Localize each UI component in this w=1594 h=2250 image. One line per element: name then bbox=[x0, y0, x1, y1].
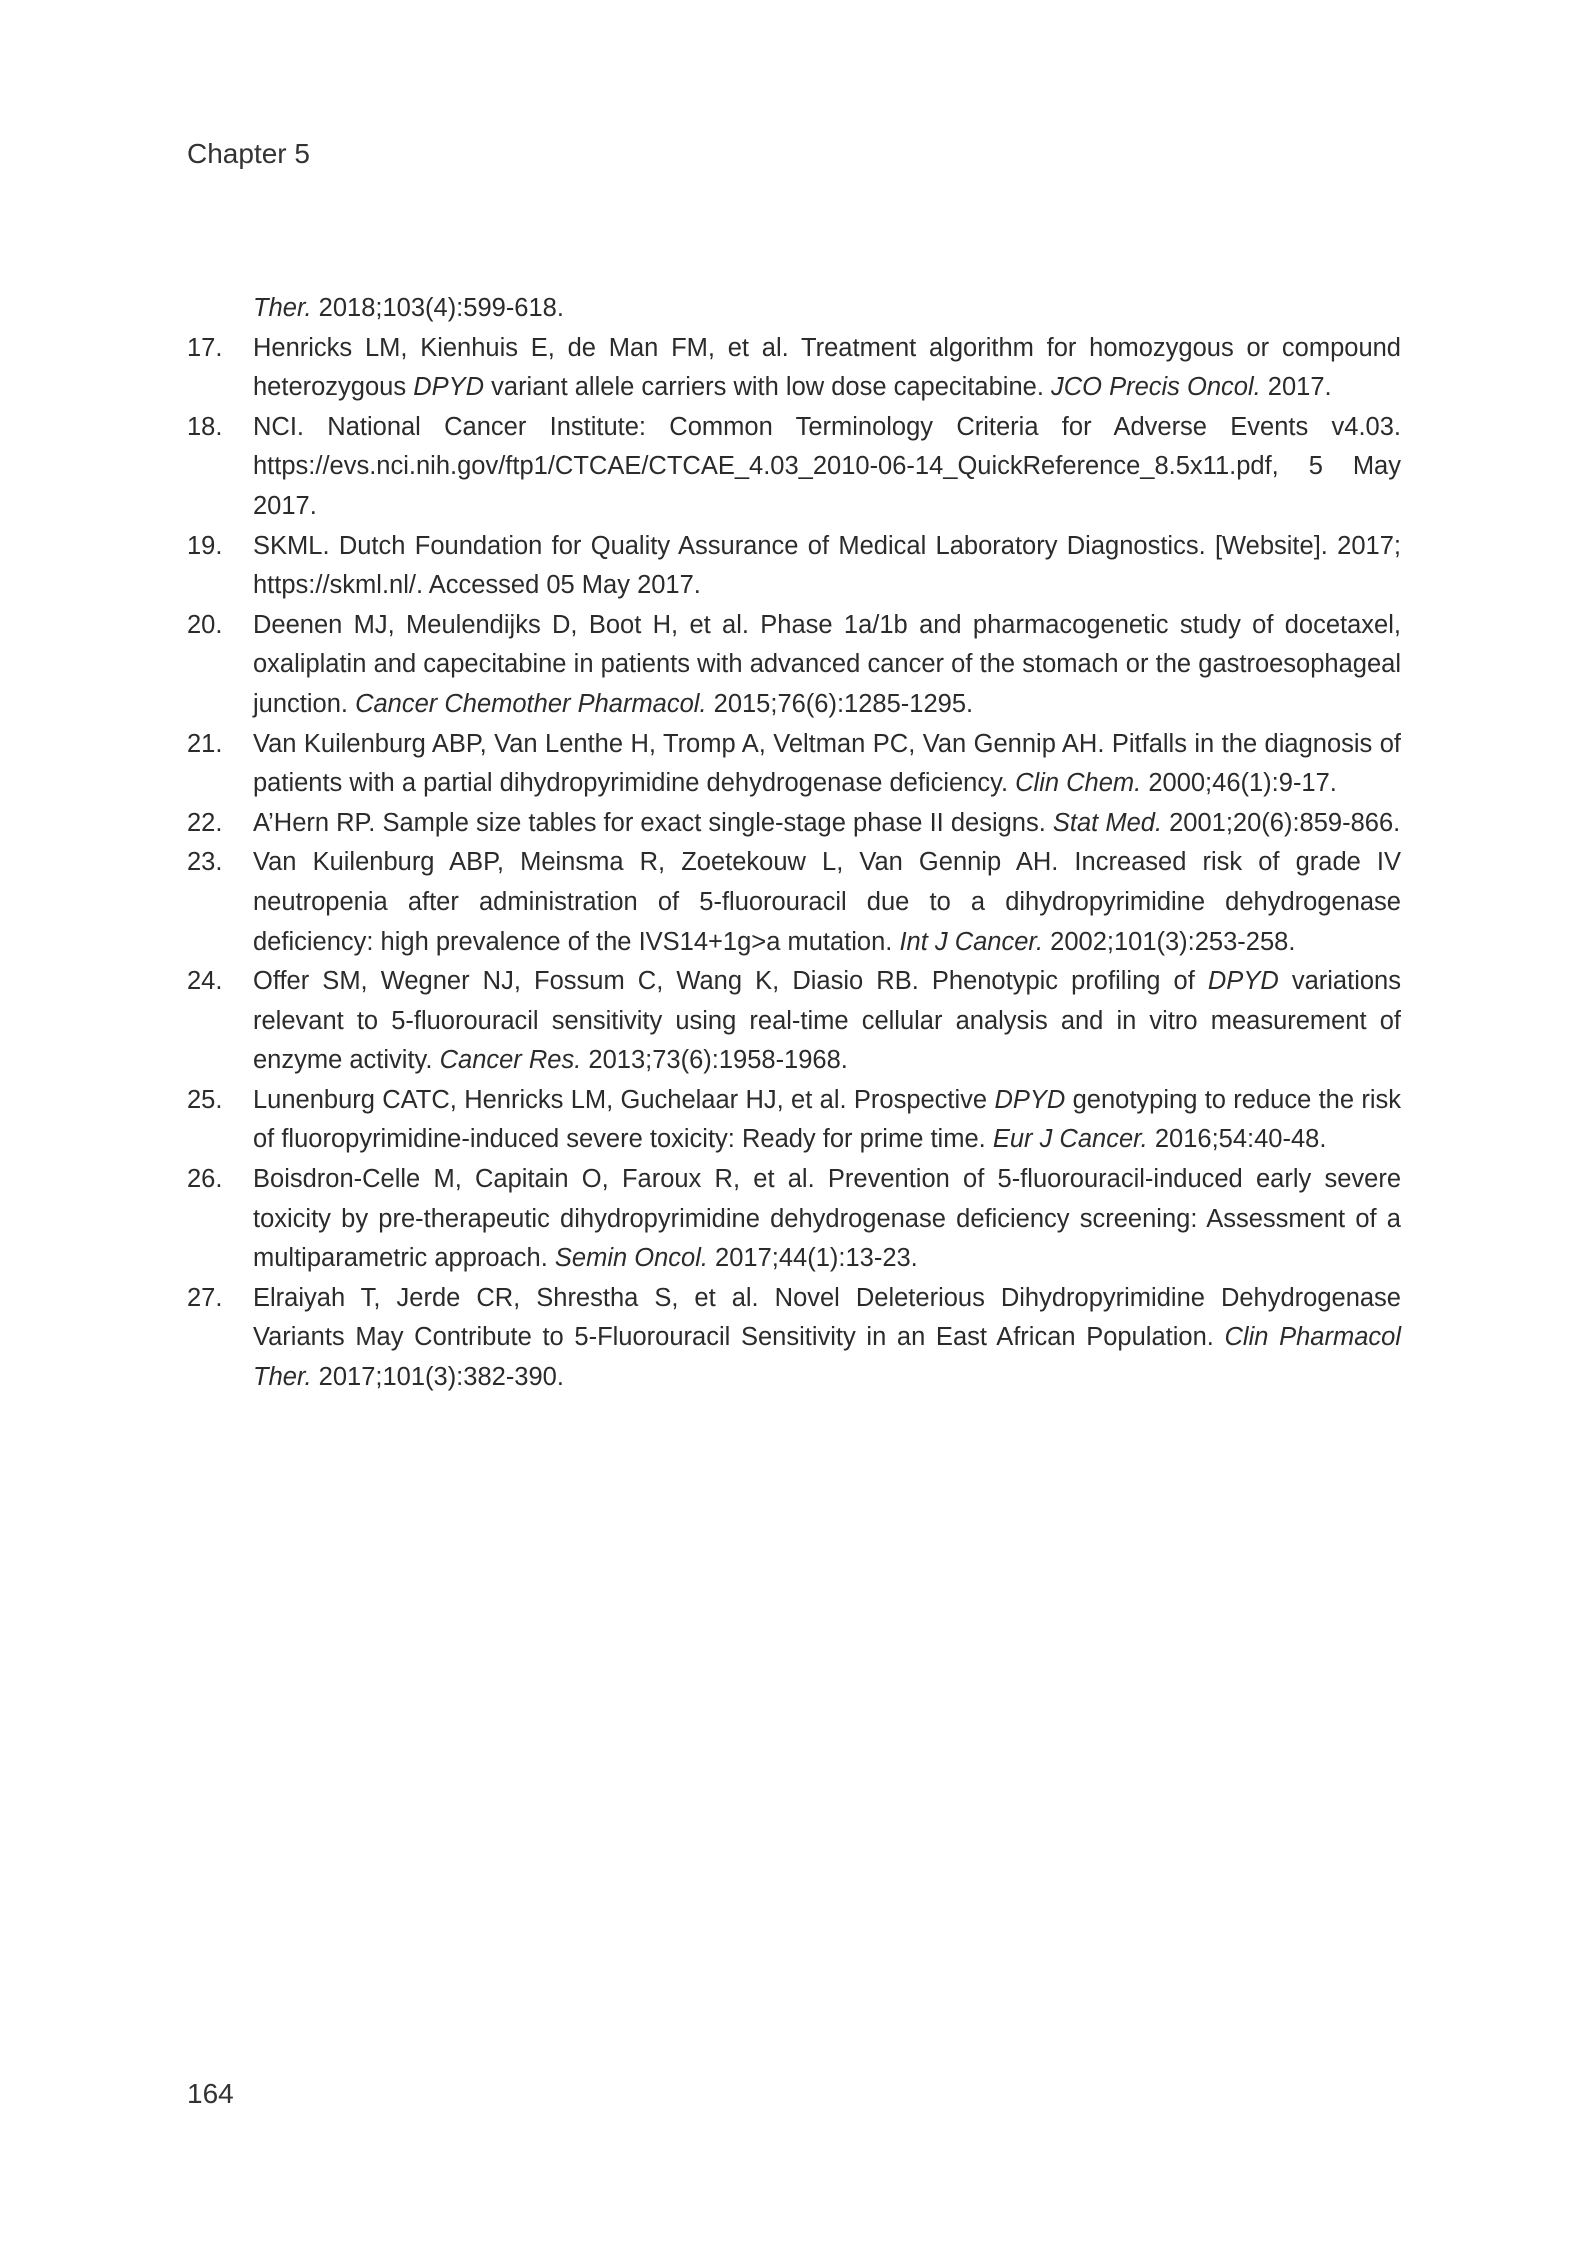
reference-text: Elraiyah T, Jerde CR, Shrestha S, et al. Novel Deleterious Dihydropyrimidine Dehydrogenase Variants May Contribute to 5-Fluorouracil Sensitivity in an East African Population. Clin Pharmacol Ther. 2017;101(3):382-390. bbox=[253, 1283, 1401, 1392]
journal-name: Ther. bbox=[253, 294, 312, 322]
reference-text: Henricks LM, Kienhuis E, de Man FM, et al. Treatment algorithm for homozygous or compound heterozygous DPYD variant allele carriers with low dose capecitabine. JCO Precis Oncol. 2017. bbox=[253, 333, 1401, 402]
reference-number: 25. bbox=[187, 1085, 223, 1114]
reference-23 bbox=[187, 843, 1401, 962]
reference-number: 23. bbox=[187, 848, 223, 877]
reference-17 bbox=[187, 329, 1401, 408]
reference-list bbox=[187, 289, 1401, 1398]
reference-number: 18. bbox=[187, 412, 223, 441]
page-number: 164 bbox=[187, 2078, 234, 2109]
reference-number: 26. bbox=[187, 1165, 223, 1194]
citation-details: 2018;103(4):599-618. bbox=[311, 294, 564, 322]
running-head-chapter: Chapter 5 bbox=[187, 138, 310, 169]
reference-22 bbox=[187, 804, 1401, 844]
reference-text: NCI. National Cancer Institute: Common Terminology Criteria for Adverse Events v4.03. https://evs.nci.nih.gov/ftp1/CTCAE/CTCAE_4.03_2010-06-14_QuickReference_8.5x11.pdf, 5 May 2017. bbox=[253, 412, 1401, 520]
reference-number: 24. bbox=[187, 967, 223, 996]
reference-number: 21. bbox=[187, 729, 223, 758]
reference-text: Van Kuilenburg ABP, Meinsma R, Zoetekouw L, Van Gennip AH. Increased risk of grade IV neutropenia after administration of 5-fluorouracil due to a dihydropyrimidine dehydrogenase deficiency: high prevalence of the IVS14+1g>a mutation. Int J Cancer. 2002;101(3):253-258. bbox=[253, 848, 1401, 956]
reference-text: SKML. Dutch Foundation for Quality Assurance of Medical Laboratory Diagnostics. [Website]. 2017; https://skml.nl/. Accessed 05 May 2017. bbox=[253, 531, 1401, 600]
reference-21 bbox=[187, 725, 1401, 804]
reference-25 bbox=[187, 1081, 1401, 1160]
reference-24 bbox=[187, 962, 1401, 1081]
reference-text: Boisdron-Celle M, Capitain O, Faroux R, et al. Prevention of 5-fluorouracil-induced early severe toxicity by pre-therapeutic dihydropyrimidine dehydrogenase deficiency screening: Assessment of a multiparametric approach. Semin Oncol. 2017;44(1):13-23. bbox=[253, 1165, 1401, 1273]
reference-number: 17. bbox=[187, 333, 223, 362]
reference-number: 22. bbox=[187, 808, 223, 837]
reference-text: Offer SM, Wegner NJ, Fossum C, Wang K, Diasio RB. Phenotypic profiling of DPYD variations relevant to 5-fluorouracil sensitivity using real-time cellular analysis and in vitro measurement of enzyme activity. Cancer Res. 2013;73(6):1958-1968. bbox=[253, 967, 1401, 1075]
reference-18 bbox=[187, 408, 1401, 527]
reference-text: Deenen MJ, Meulendijks D, Boot H, et al. Phase 1a/1b and pharmacogenetic study of docetaxel, oxaliplatin and capecitabine in patients with advanced cancer of the stomach or the gastroesophageal junction. Cancer Chemother Pharmacol. 2015;76(6):1285-1295. bbox=[253, 610, 1401, 718]
reference-text: Van Kuilenburg ABP, Van Lenthe H, Tromp A, Veltman PC, Van Gennip AH. Pitfalls in the diagnosis of patients with a partial dihydropyrimidine dehydrogenase deficiency. Clin Chem. 2000;46(1):9-17. bbox=[253, 729, 1401, 798]
reference-text: A’Hern RP. Sample size tables for exact single-stage phase II designs. Stat Med. 2001;20(6):859-866. bbox=[253, 808, 1401, 837]
reference-number: 27. bbox=[187, 1283, 223, 1312]
reference-number: 20. bbox=[187, 610, 223, 639]
reference-27 bbox=[187, 1279, 1401, 1398]
reference-number: 19. bbox=[187, 531, 223, 560]
reference-19 bbox=[187, 527, 1401, 606]
reference-26 bbox=[187, 1160, 1401, 1279]
reference-text: Lunenburg CATC, Henricks LM, Guchelaar HJ, et al. Prospective DPYD genotyping to reduce the risk of fluoropyrimidine-induced severe toxicity: Ready for prime time. Eur J Cancer. 2016;54:40-48. bbox=[253, 1085, 1401, 1154]
reference-20 bbox=[187, 606, 1401, 725]
reference-16-continuation bbox=[187, 289, 1401, 329]
